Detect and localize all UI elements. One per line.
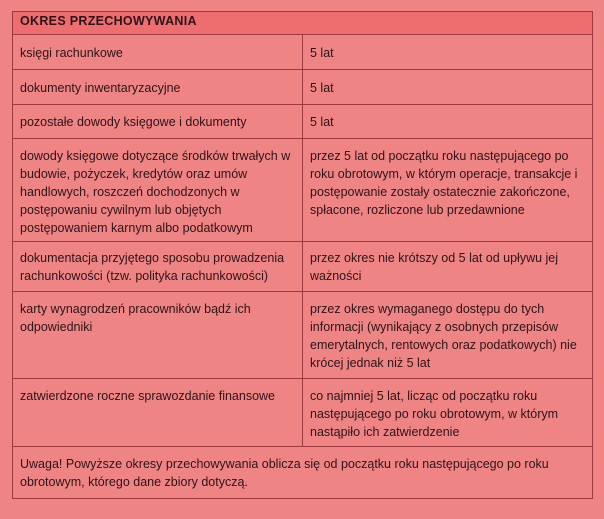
retention-period-cell: 5 lat (303, 35, 593, 70)
table-row (13, 105, 593, 139)
table-row (13, 242, 593, 292)
document-type-cell: zatwierdzone roczne sprawozdanie finansowe (13, 379, 303, 447)
note-text: Uwaga! Powyższe okresy przechowywania oblicza się od początku roku następującego po roku obrotowym, którego dane zbiory dotyczą. (13, 447, 593, 499)
table-title: OKRES PRZECHOWYWANIA (13, 12, 593, 35)
document-type-cell: dokumentacja przyjętego sposobu prowadzenia rachunkowości (tzw. polityka rachunkowości) (13, 242, 303, 292)
note-row (13, 447, 593, 499)
table-row (13, 379, 593, 447)
retention-period-cell: przez okres wymaganego dostępu do tych informacji (wynikający z osobnych przepisów emerytalnych, rentowych oraz podatkowych) nie krócej jednak niż 5 lat (303, 292, 593, 379)
retention-period-cell: 5 lat (303, 70, 593, 105)
document-type-cell: karty wynagrodzeń pracowników bądź ich odpowiedniki (13, 292, 303, 379)
retention-period-cell: przez okres nie krótszy od 5 lat od upływu jej ważności (303, 242, 593, 292)
table-header-row (13, 12, 593, 35)
table-row (13, 292, 593, 379)
retention-period-cell: co najmniej 5 lat, licząc od początku roku następującego po roku obrotowym, w którym nastąpiło ich zatwierdzenie (303, 379, 593, 447)
table-row (13, 70, 593, 105)
document-type-cell: pozostałe dowody księgowe i dokumenty (13, 105, 303, 139)
retention-period-cell: 5 lat (303, 105, 593, 139)
document-type-cell: dowody księgowe dotyczące środków trwałych w budowie, pożyczek, kredytów oraz umów handlowych, roszczeń dochodzonych w postępowaniu cywilnym lub objętych postępowaniem karnym albo podatkowym (13, 139, 303, 242)
document-type-cell: księgi rachunkowe (13, 35, 303, 70)
retention-period-cell: przez 5 lat od początku roku następującego po roku obrotowym, w którym operacje, transakcje i postępowanie zostały ostatecznie zakończone, spłacone, rozliczone lub przedawnione (303, 139, 593, 242)
document-type-cell: dokumenty inwentaryzacyjne (13, 70, 303, 105)
table-row (13, 139, 593, 242)
retention-period-table (12, 11, 593, 499)
table-row (13, 35, 593, 70)
